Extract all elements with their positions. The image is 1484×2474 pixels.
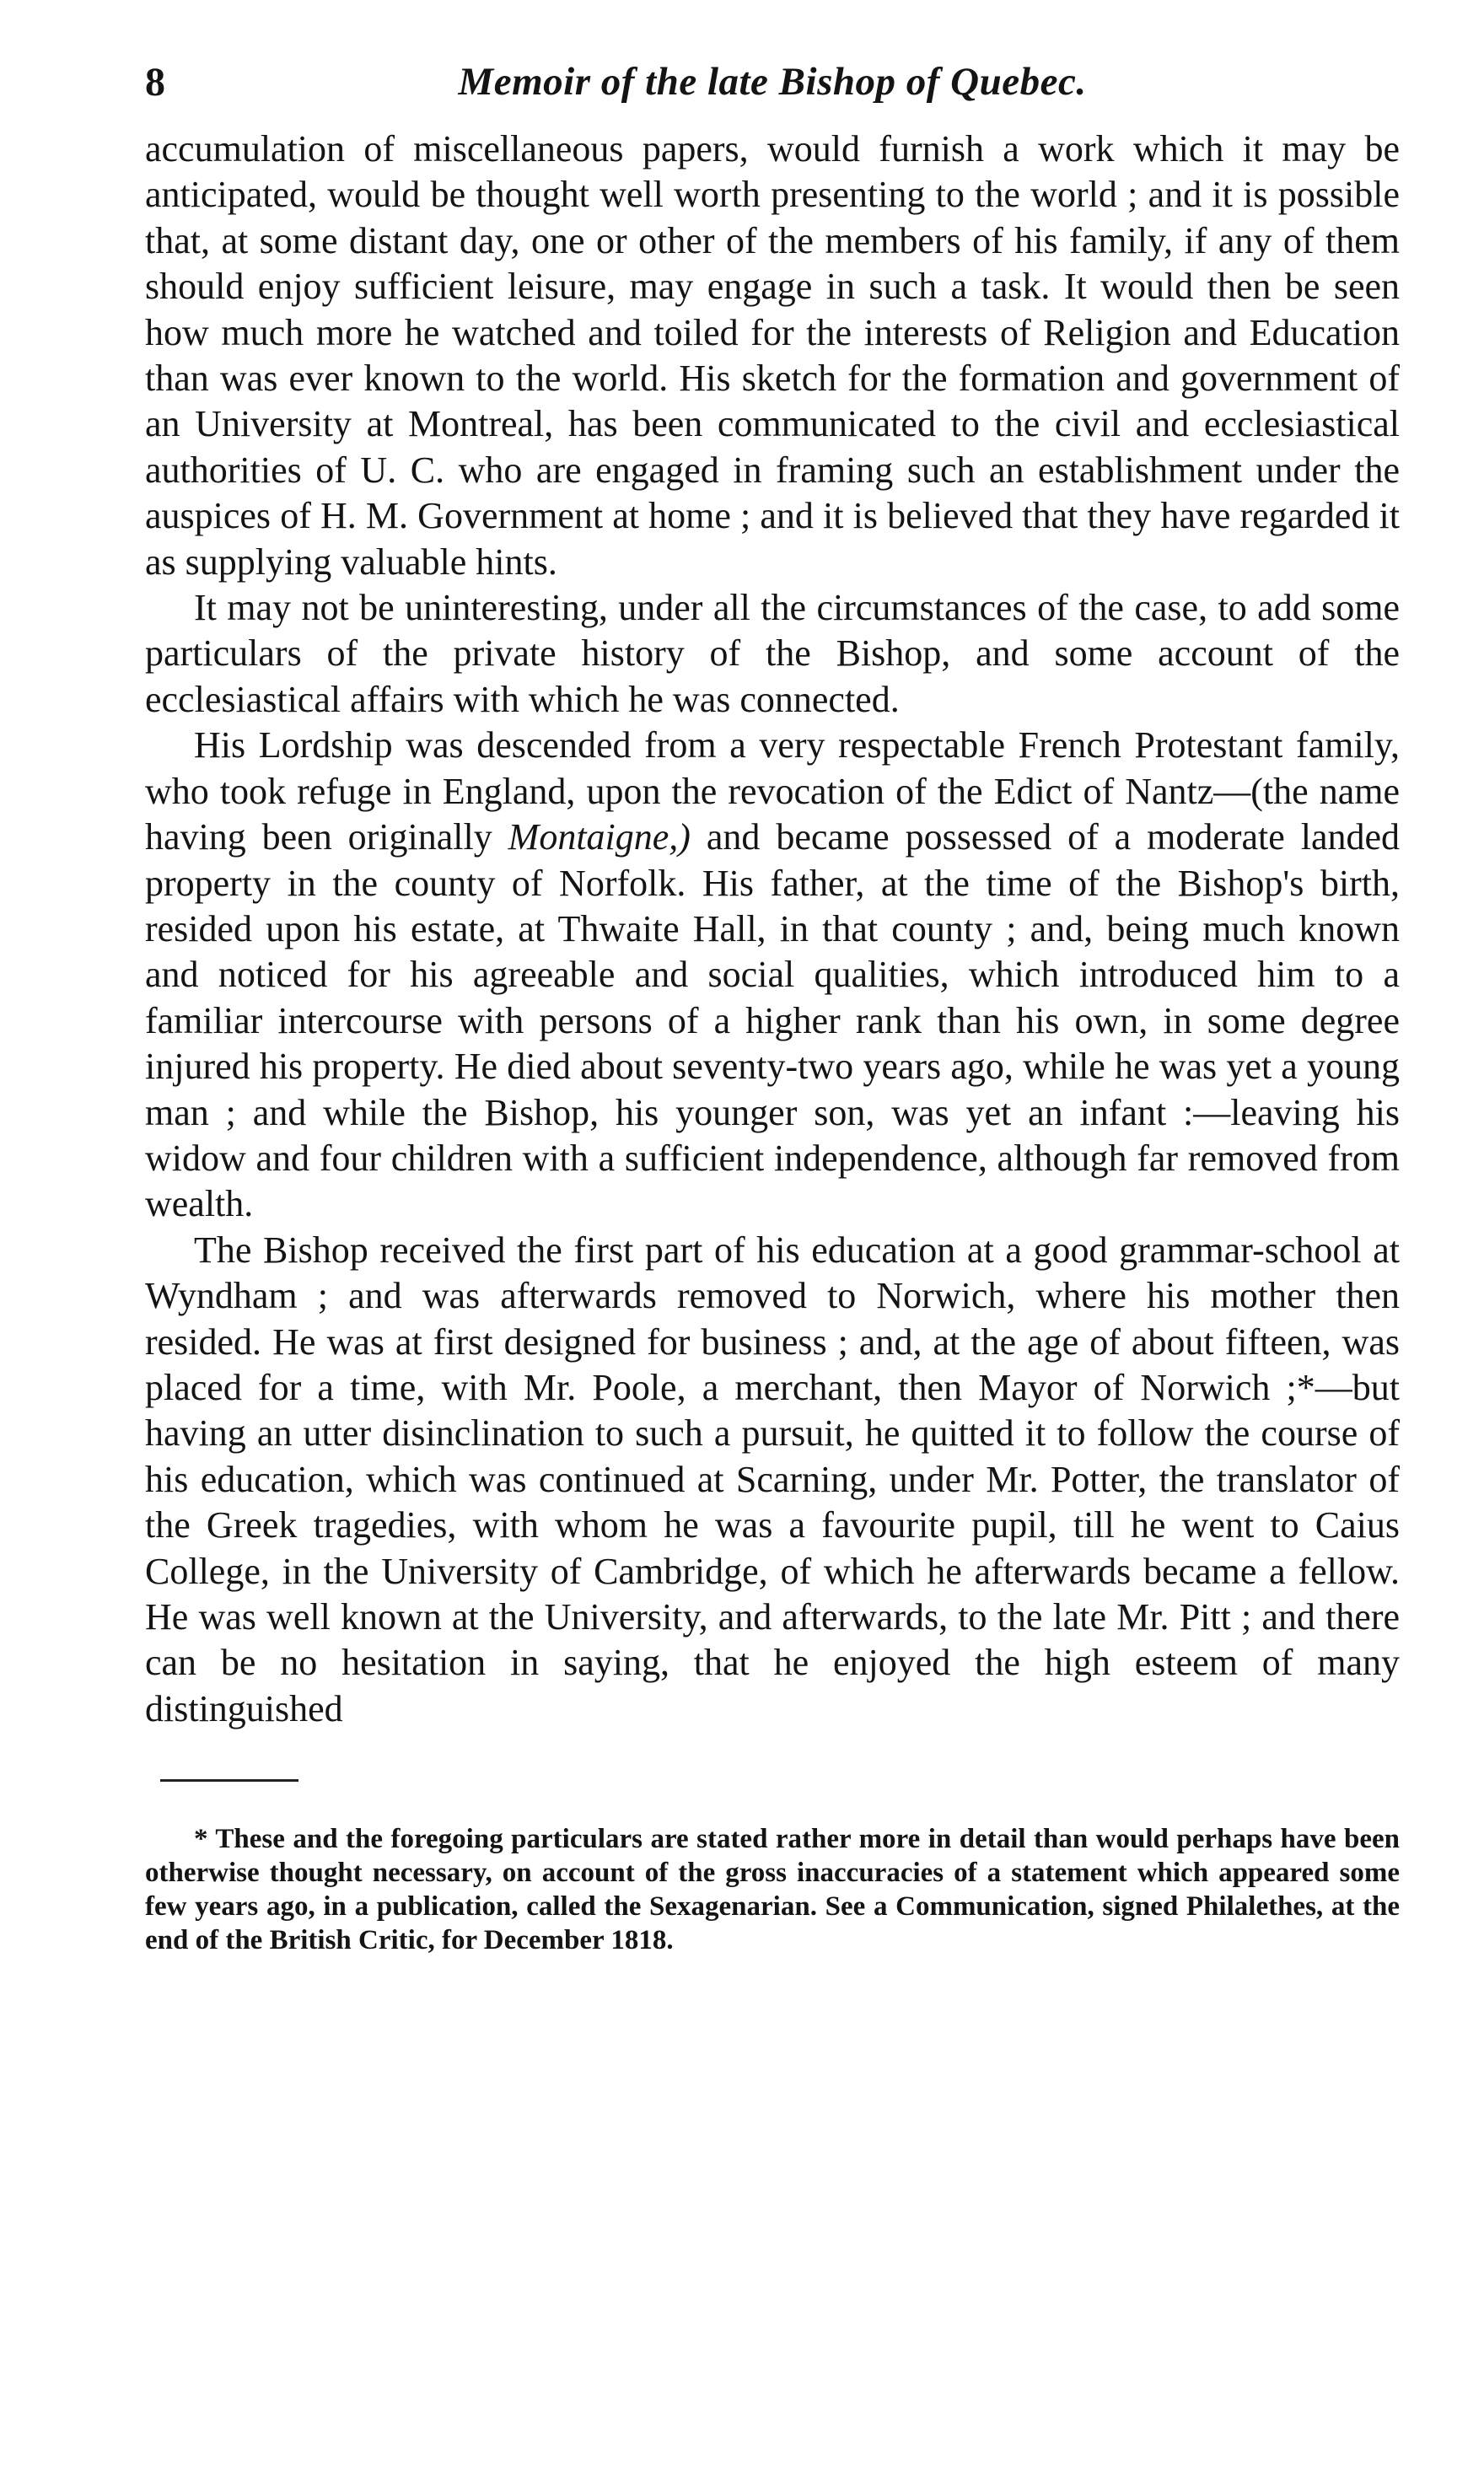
paragraph-text: and became possessed of a moderate landed property in the county of Norfolk. His father, at the time of the Bishop's birth, resided upon his estate, at Thwaite Hall, in that county ; and, being much known and noticed for his agreeable and social qualities, which introduced him to a familiar intercourse with persons of a higher rank than his own, in some degree injured his property. He died about seventy-two years ago, while he was yet a young man ; and while the Bishop, his younger son, was yet an infant :—leaving his widow and four children with a sufficient independence, although far removed from wealth. — [145, 816, 1400, 1225]
paragraph-text: His Lordship was descended from a very respectable French Protestant family, who took refuge in England, upon the revocation of the Edict of Nantz—(the name having been originally — [145, 724, 1400, 858]
page-number: 8 — [145, 60, 165, 105]
book-page — [145, 59, 1400, 1985]
running-title: Memoir of the late Bishop of Quebec. — [458, 60, 1087, 104]
paragraph-text: It may not be uninteresting, under all the circumstances of the case, to add some particulars of the private history of the Bishop, and some account of the ecclesiastical affairs with which he was connected. — [145, 587, 1400, 720]
paragraph — [145, 723, 1400, 1227]
paragraph — [145, 1228, 1400, 1732]
paragraph-text: accumulation of miscellaneous papers, would furnish a work which it may be anticipated, would be thought well worth presenting to the world ; and it is possible that, at some distant day, one or other of the members of his family, if any of them should enjoy sufficient leisure, may engage in such a task. It would then be seen how much more he watched and toiled for the interests of Religion and Education than was ever known to the world. His sketch for the formation and government of an University at Montreal, has been communicated to the civil and ecclesiastical authorities of U. C. who are engaged in framing such an establishment under the auspices of H. M. Government at home ; and it is believed that they have regarded it as supplying valuable hints. — [145, 128, 1400, 583]
body-text — [145, 126, 1400, 1732]
footnote-text: * These and the foregoing particulars are stated rather more in detail than would perhaps have been otherwise thought necessary, on account of the gross inaccuracies of a statement which appeared some few years ago, in a publication, called the Sexagenarian. See a Communication, signed Philalethes, at the end of the British Critic, for December 1818. — [145, 1824, 1400, 1956]
footnote-rule — [160, 1779, 298, 1782]
page-header — [145, 59, 1400, 126]
paragraph-text: The Bishop received the first part of his education at a good grammar-school at Wyndham ; and was afterwards removed to Norwich, where his mother then resided. He was at first designed for business ; and, at the age of about fifteen, was placed for a time, with Mr. Poole, a merchant, then Mayor of Norwich ;*—but having an utter disinclination to such a pursuit, he quitted it to follow the course of his education, which was continued at Scarning, under Mr. Potter, the translator of the Greek tragedies, with whom he was a favourite pupil, till he went to Caius College, in the University of Cambridge, of which he afterwards became a fellow. He was well known at the University, and afterwards, to the late Mr. Pitt ; and there can be no hesitation in saying, that he enjoyed the high esteem of many distinguished — [145, 1229, 1400, 1729]
emphasized-name: Montaigne,) — [508, 816, 691, 858]
footnote — [145, 1822, 1400, 1957]
paragraph — [145, 585, 1400, 723]
paragraph — [145, 126, 1400, 585]
